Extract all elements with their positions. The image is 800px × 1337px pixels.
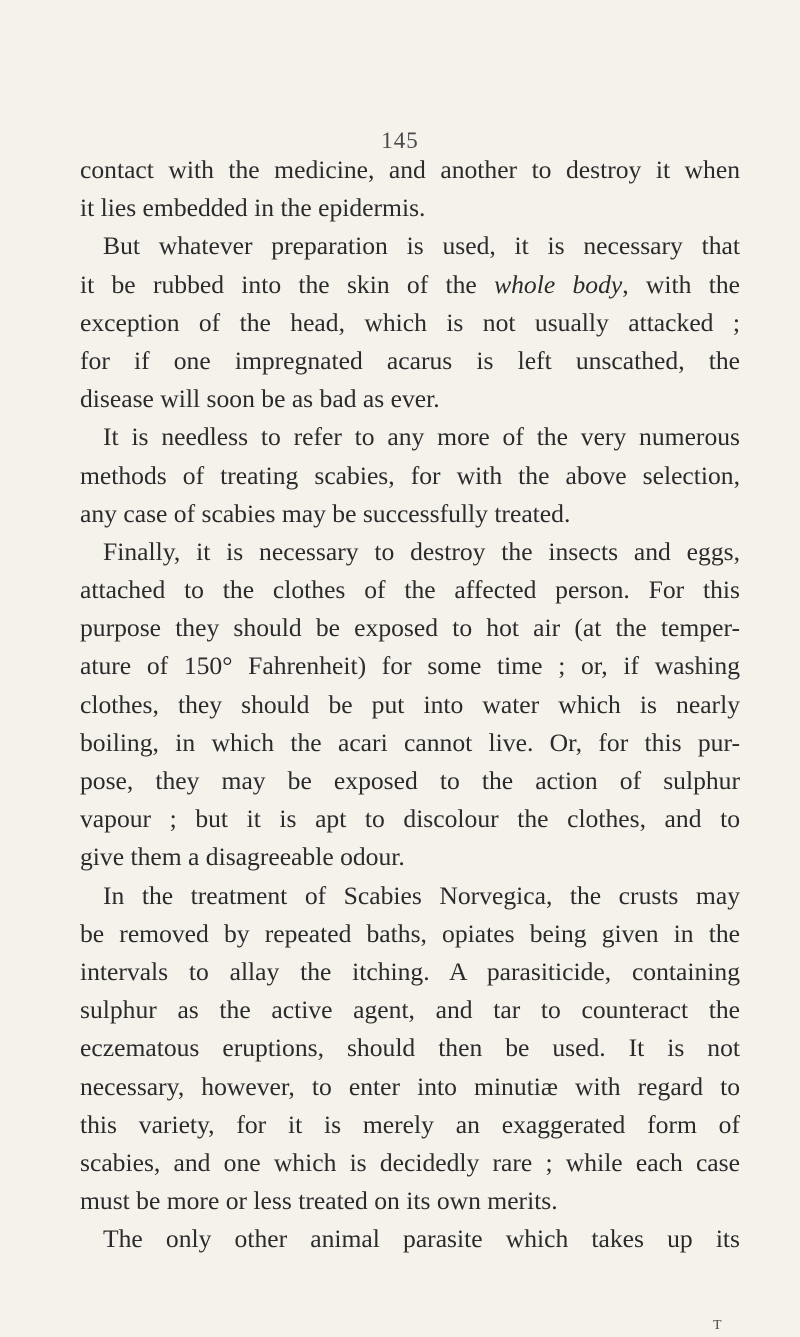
text-line: give them a disagreeable odour. bbox=[80, 842, 405, 872]
text-line: The only other animal parasite which takes up its bbox=[103, 1224, 740, 1254]
text-line: this variety, for it is merely an exaggerated form of bbox=[80, 1109, 740, 1139]
text-line: pose, they may be exposed to the action of sulphur bbox=[80, 766, 740, 795]
text-line: exception of the head, which is not usually attacked ; bbox=[80, 307, 740, 337]
text-line: disease will soon be as bad as ever. bbox=[80, 384, 440, 414]
text-line: It is needless to refer to any more of the very numerous bbox=[103, 422, 740, 452]
text-line: eczematous eruptions, should then be used. It is not bbox=[80, 1033, 740, 1063]
text-line: scabies, and one which is decidedly rare ; while each case bbox=[80, 1147, 740, 1177]
page-number: 145 bbox=[381, 128, 419, 153]
text-line: sulphur as the active agent, and tar to counteract the bbox=[80, 995, 740, 1025]
text-line: attached to the clothes of the affected person. For this bbox=[80, 575, 740, 605]
text-line: vapour ; but it is apt to discolour the clothes, and to bbox=[80, 804, 740, 834]
text-line: ature of 150° Fahrenheit) for some time ; or, if washing bbox=[80, 651, 740, 681]
text-line: purpose they should be exposed to hot air (at the temper- bbox=[80, 613, 740, 643]
signature-mark: T bbox=[713, 1318, 722, 1333]
text-line: any case of scabies may be successfully treated. bbox=[80, 498, 571, 528]
text-line: But whatever preparation is used, it is necessary that bbox=[103, 231, 740, 261]
text-line: be removed by repeated baths, opiates being given in the bbox=[80, 918, 740, 948]
text-line: contact with the medicine, and another to destroy it when bbox=[80, 155, 740, 184]
text-line: intervals to allay the itching. A parasiticide, containing bbox=[80, 956, 740, 986]
text-line: boiling, in which the acari cannot live. Or, for this pur- bbox=[80, 727, 740, 757]
text-line: clothes, they should be put into water which is nearly bbox=[80, 689, 740, 719]
body-text bbox=[80, 151, 740, 1258]
text-line: In the treatment of Scabies Norvegica, the crusts may bbox=[103, 880, 740, 910]
text-line: it be rubbed into the skin of the whole body, with the bbox=[80, 269, 740, 299]
text-line: for if one impregnated acarus is left unscathed, the bbox=[80, 345, 740, 375]
text-line: Finally, it is necessary to destroy the insects and eggs, bbox=[103, 536, 740, 566]
text-line: necessary, however, to enter into minutiæ with regard to bbox=[80, 1071, 740, 1101]
text-line: must be more or less treated on its own merits. bbox=[80, 1186, 558, 1216]
text-line: methods of treating scabies, for with the above selection, bbox=[80, 460, 740, 490]
text-line: it lies embedded in the epidermis. bbox=[80, 193, 426, 223]
